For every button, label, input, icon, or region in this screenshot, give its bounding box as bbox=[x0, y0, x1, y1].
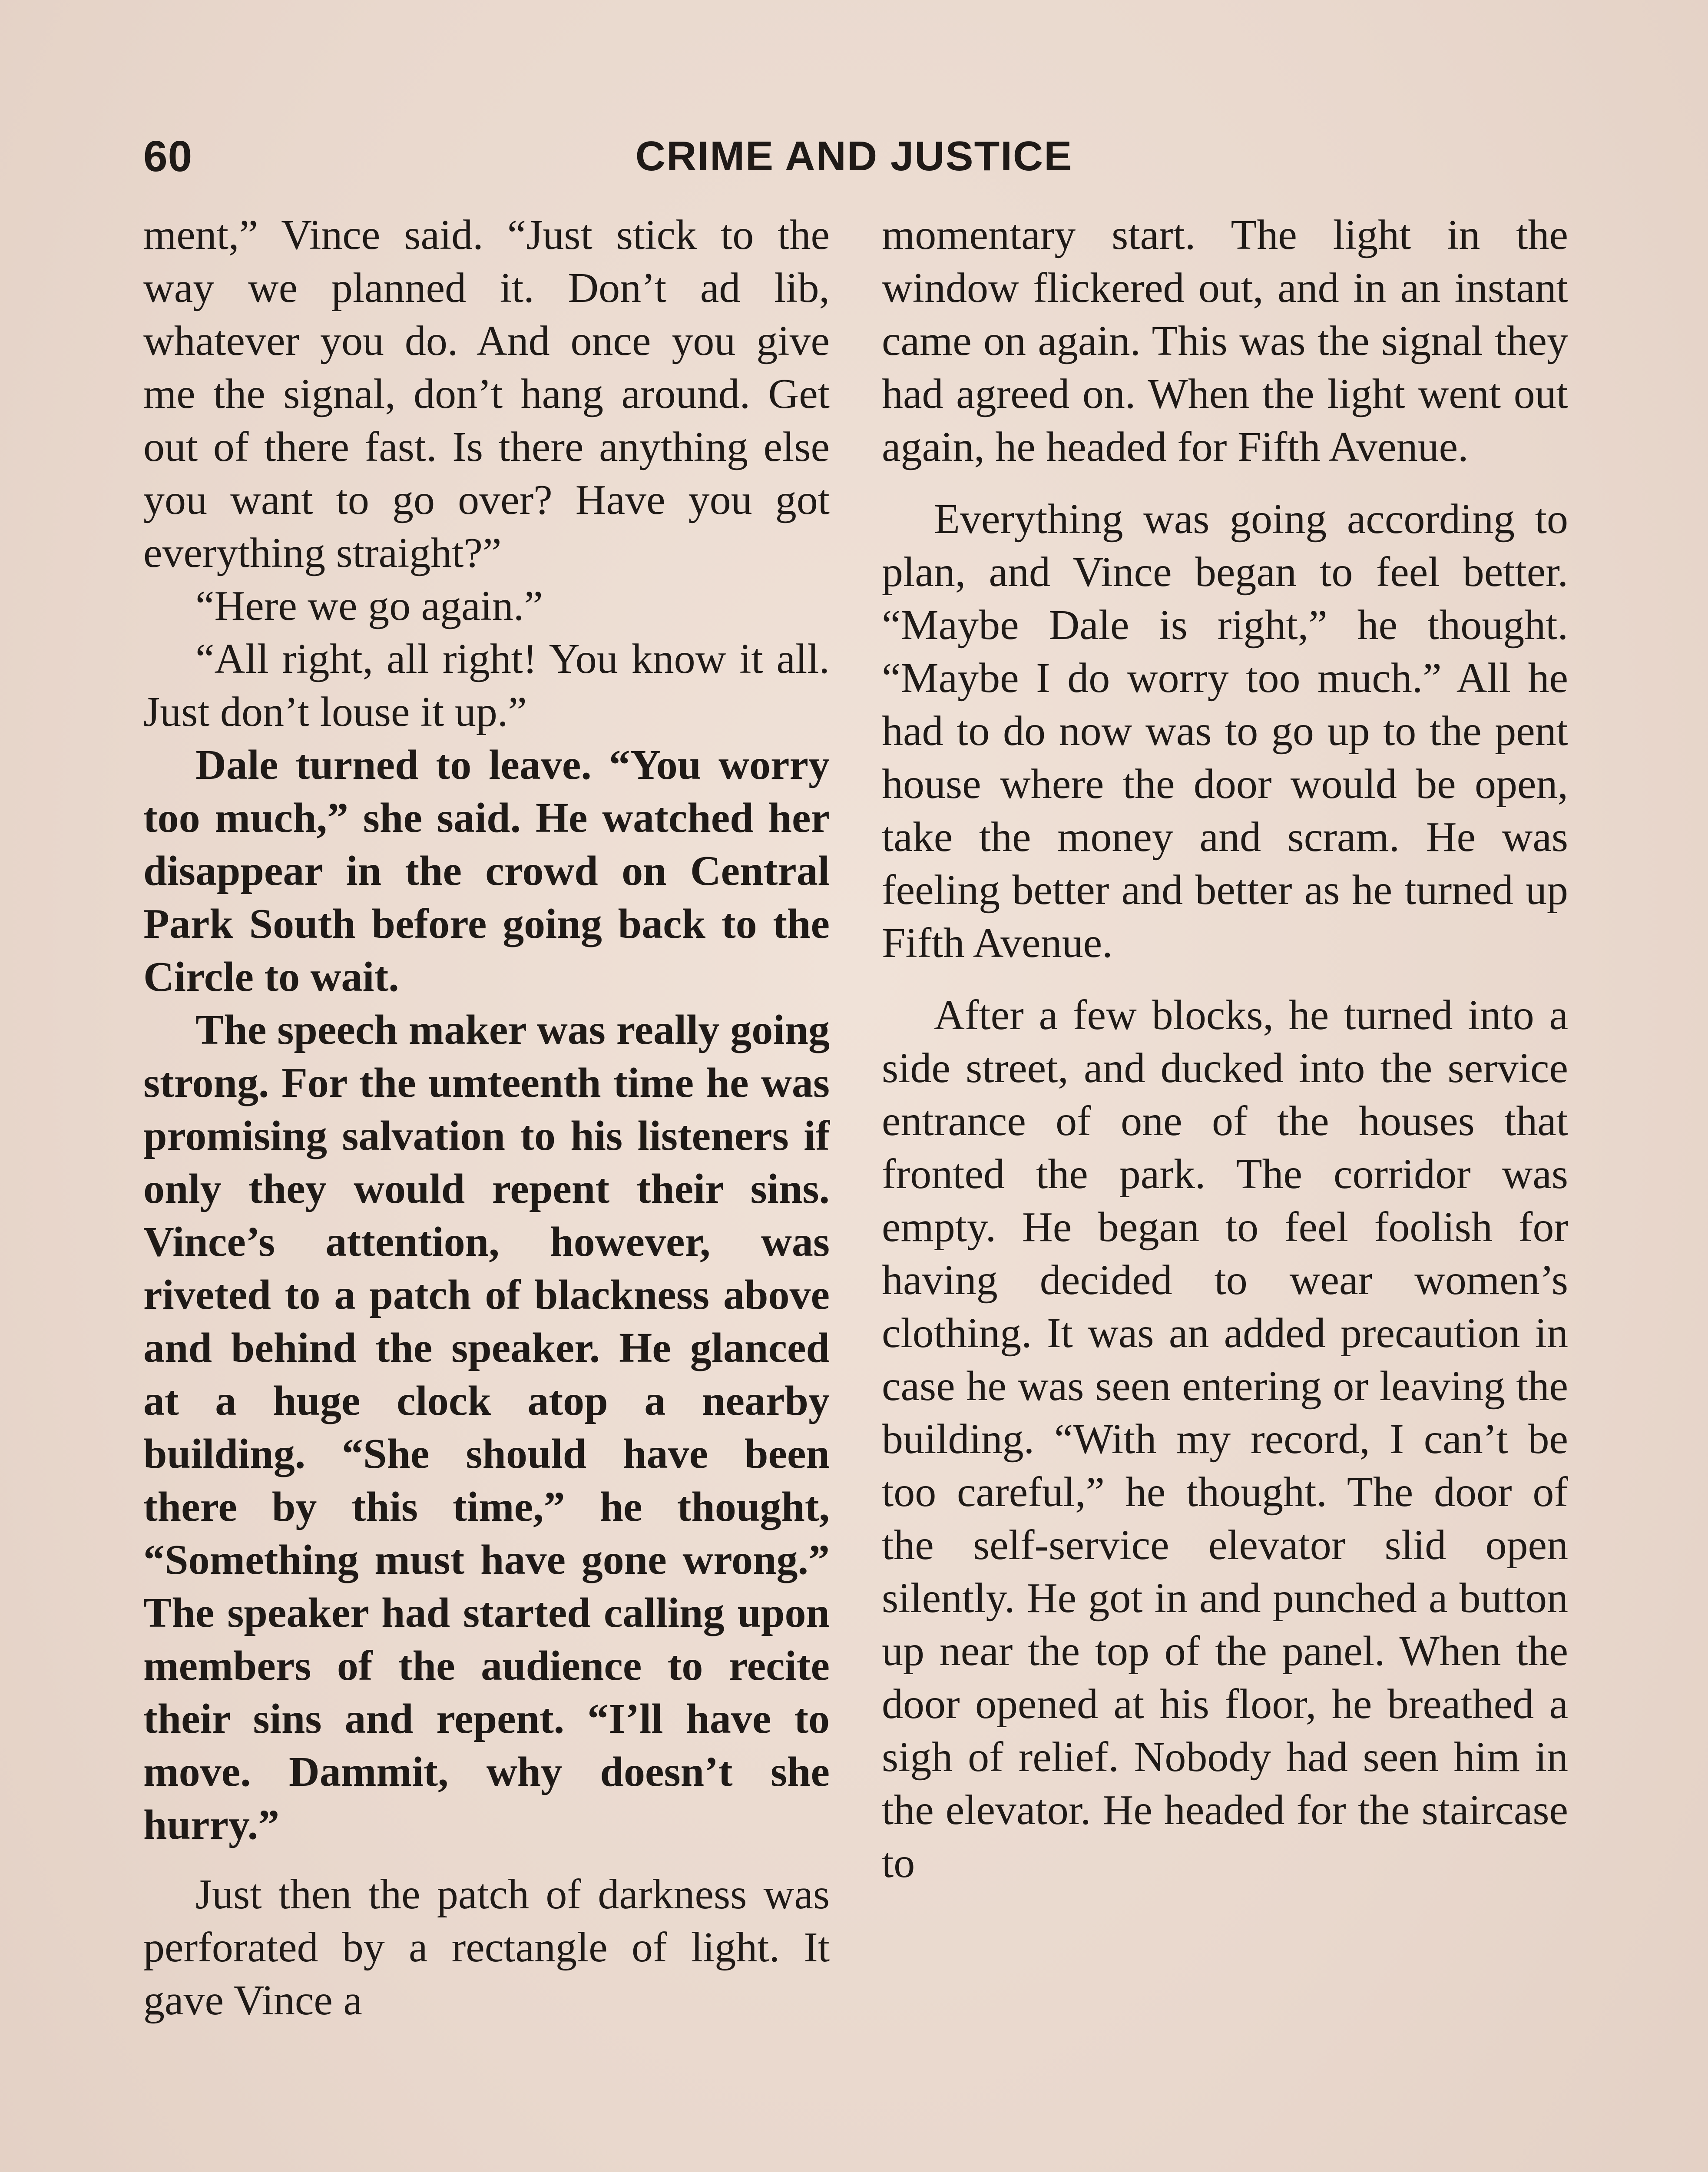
paragraph: “Here we go again.” bbox=[195, 583, 543, 629]
left-column bbox=[143, 209, 830, 2027]
paragraph: Everything was going according to plan, and Vince began to feel better. “Maybe Dale is right,” he thought. “Maybe I do worry too much.” All he had to do now was to go up to the pent house where the door would be open, take the money and scram. He was feeling better and better as he turned up Fifth Avenue. bbox=[882, 496, 1568, 967]
right-column bbox=[882, 209, 1568, 1890]
paragraph: The speech maker was really going strong. For the umteenth time he was promising salvation to his listeners if only they would repent their sins. Vince’s attention, however, was riveted to a patch of blackness above and behind the speaker. He glanced at a huge clock atop a nearby building. “She should have been there by this time,” he thought, “Something must have gone wrong.” The speaker had started calling upon members of the audience to recite their sins and repent. “I’ll have to move. Dammit, why doesn’t she hurry.” bbox=[143, 1007, 830, 1848]
paragraph: “All right, all right! You know it all. Just don’t louse it up.” bbox=[143, 636, 830, 735]
paragraph: momentary start. The light in the window flickered out, and in an instant came on again. This was the signal they had agreed on. When the light went out again, he headed for Fifth Avenue. bbox=[882, 212, 1568, 470]
running-title: CRIME AND JUSTICE bbox=[635, 133, 1073, 179]
paragraph: After a few blocks, he turned into a side street, and ducked into the service entrance of one of the houses that fronted the park. The corridor was empty. He began to feel foolish for having decided to wear women’s clothing. It was an added precaution in case he was seen entering or leaving the building. “With my record, I can’t be too careful,” he thought. The door of the self-service elevator slid open silently. He got in and punched a button up near the top of the panel. When the door opened at his floor, he breathed a sigh of relief. Nobody had seen him in the elevator. He headed for the staircase to bbox=[882, 992, 1568, 1887]
paragraph: ment,” Vince said. “Just stick to the way we planned it. Don’t ad lib, whatever you do. And once you give me the signal, don’t hang around. Get out of there fast. Is there anything else you want to go over? Have you got everything straight?” bbox=[143, 212, 830, 576]
page-number: 60 bbox=[143, 132, 193, 181]
paragraph: Just then the patch of darkness was perforated by a rectangle of light. It gave Vince a bbox=[143, 1871, 830, 2024]
page-header bbox=[143, 126, 1565, 187]
paragraph: Dale turned to leave. “You worry too much,” she said. He watched her disappear in the crowd on Central Park South before going back to the Circle to wait. bbox=[143, 742, 830, 1000]
